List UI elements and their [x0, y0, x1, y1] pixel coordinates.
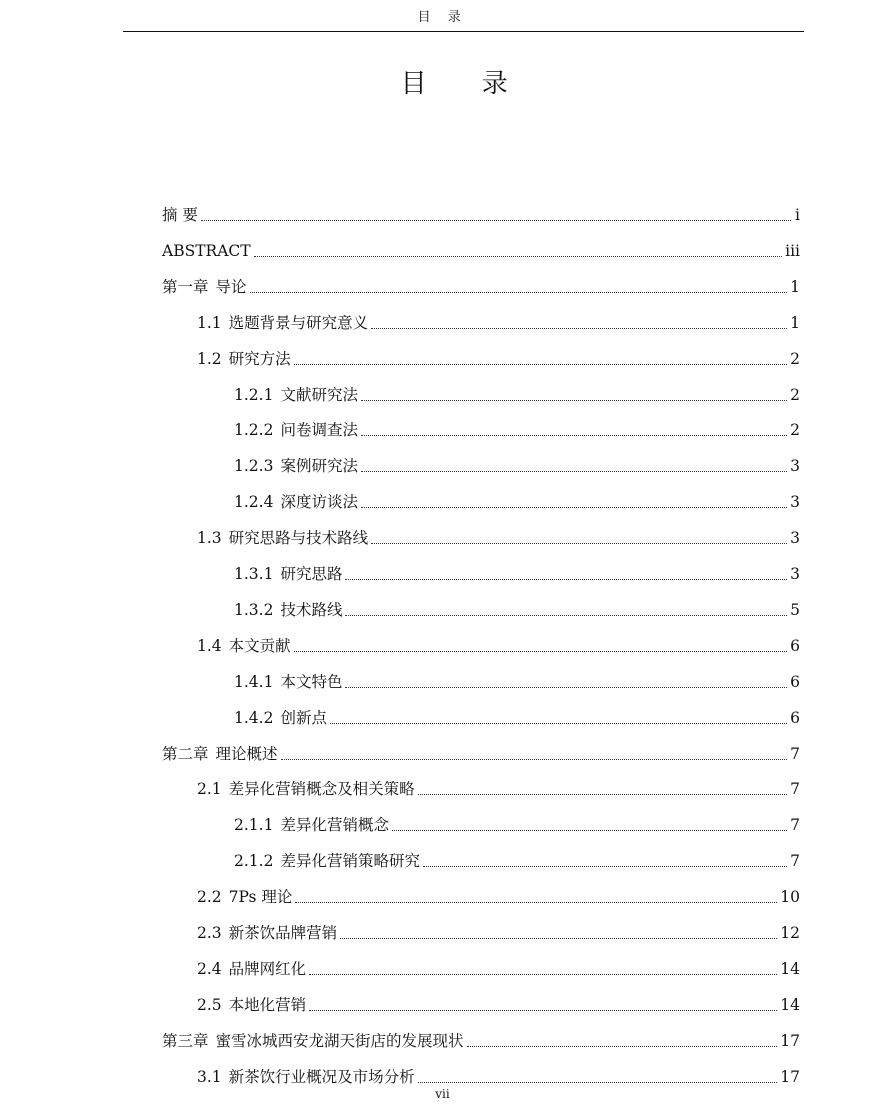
toc-entry-title: 创新点 [280, 708, 327, 727]
toc-entry-page: 7 [790, 744, 800, 763]
toc-entry-number: 1.2 [197, 349, 222, 368]
toc-entry-number: 1.4 [197, 636, 222, 655]
toc-entry-title: 差异化营销概念 [280, 816, 389, 835]
toc-entry-page: 7 [790, 780, 800, 799]
toc-entry-title: 研究方法 [228, 349, 291, 368]
toc-entry-number: 2.1.2 [234, 852, 274, 871]
toc-entry-title: 本地化营销 [228, 995, 307, 1014]
toc-entry-title: 理论概述 [215, 744, 278, 763]
toc-entry-number: 第一章 [162, 277, 209, 296]
toc-entry-title: 研究思路与技术路线 [228, 529, 369, 548]
toc-entry-title: 选题背景与研究意义 [228, 313, 369, 332]
toc-entry-page: 3 [790, 529, 800, 548]
toc-entry[interactable] [197, 918, 800, 942]
toc-entry-label [234, 816, 389, 834]
dot-leader [294, 651, 787, 652]
toc-entry-title: 新茶饮品牌营销 [228, 924, 338, 942]
dot-leader [309, 974, 777, 975]
toc-entry-title: 本文贡献 [228, 636, 291, 655]
toc-entry[interactable] [197, 308, 800, 332]
toc-entry-label [162, 242, 251, 260]
toc-entry-number: 2.4 [197, 959, 222, 978]
toc-entry-number: 1.3 [197, 529, 222, 548]
toc-entry[interactable] [234, 667, 800, 691]
dot-leader [418, 1082, 778, 1083]
dot-leader [340, 938, 777, 939]
toc-entry-page: 5 [790, 600, 800, 619]
toc-entry-page: 10 [780, 888, 800, 907]
toc-entry[interactable] [234, 703, 800, 727]
dot-leader [345, 615, 787, 616]
toc-entry-label [197, 1068, 415, 1086]
toc-entry-number: 3.1 [197, 1067, 222, 1086]
toc-entry-number: 第二章 [162, 744, 209, 763]
toc-entry-page: 6 [790, 636, 800, 655]
toc-entry-number: 1.4.2 [234, 708, 274, 727]
toc-entry-title: ABSTRACT [162, 241, 251, 260]
toc-entry[interactable] [197, 1062, 800, 1086]
dot-leader [254, 256, 783, 257]
toc-entry-label [197, 960, 306, 978]
toc-entry-title: 技术路线 [280, 600, 343, 619]
toc-entry-label [197, 888, 292, 906]
toc-entry-number: 1.2.4 [234, 493, 274, 512]
dot-leader [361, 435, 787, 436]
toc-entry[interactable] [234, 380, 800, 404]
dot-leader [371, 543, 787, 544]
toc-entry[interactable] [234, 810, 800, 834]
toc-entry-page: 6 [790, 708, 800, 727]
toc-entry-page: i [795, 206, 800, 224]
dot-leader [330, 723, 787, 724]
toc-entry-page: 3 [790, 493, 800, 512]
toc-entry[interactable] [197, 344, 800, 368]
toc-entry-title: 案例研究法 [280, 457, 358, 476]
toc-entry-page: 7 [790, 852, 800, 871]
toc-entry-label [197, 529, 368, 547]
toc-entry[interactable] [197, 882, 800, 906]
toc-entry-title: 导论 [215, 277, 247, 296]
toc-entry-title: 蜜雪冰城西安龙湖天街店的发展现状 [215, 1031, 464, 1050]
toc-entry-title: 新茶饮行业概况及市场分析 [228, 1067, 415, 1086]
toc-entry-label [234, 601, 342, 619]
toc-entry[interactable] [197, 523, 800, 547]
toc-entry-label [197, 314, 368, 332]
toc-entry-title: 差异化营销概念及相关策略 [228, 780, 415, 799]
toc-entry-number: 第三章 [162, 1031, 209, 1050]
toc-entry-page: 14 [780, 995, 800, 1014]
dot-leader [294, 364, 787, 365]
dot-leader [361, 400, 787, 401]
toc-entry-label [234, 386, 358, 404]
toc-entry-title: 问卷调查法 [280, 421, 358, 440]
toc-entry[interactable] [162, 272, 800, 296]
toc-entry[interactable] [234, 559, 800, 583]
toc-entry-label [234, 852, 420, 870]
dot-leader [361, 471, 787, 472]
toc-entry-page: 3 [790, 565, 800, 583]
toc-entry-title: 本文特色 [280, 672, 343, 691]
toc-entry-label [197, 996, 306, 1014]
toc-entry-label [162, 206, 198, 224]
dot-leader [467, 1046, 778, 1047]
toc-entry-title: 研究思路 [280, 565, 343, 583]
toc-entry-label [234, 421, 358, 439]
toc-entry[interactable] [234, 846, 800, 870]
dot-leader [423, 866, 787, 867]
toc-entry[interactable] [234, 415, 800, 439]
toc-entry-label [234, 457, 358, 475]
toc-entry-label [234, 709, 327, 727]
toc-entry-number: 2.3 [197, 924, 222, 942]
toc-entry-title: 差异化营销策略研究 [280, 852, 420, 871]
toc-entry-number: 1.2.2 [234, 421, 274, 440]
toc-entry[interactable] [234, 595, 800, 619]
toc-entry-number: 2.1 [197, 780, 222, 799]
page-number: vii [435, 1087, 450, 1101]
toc-entry-number: 1.4.1 [234, 672, 274, 691]
dot-leader [295, 902, 777, 903]
toc-entry-label [234, 493, 358, 511]
toc-entry-page: 6 [790, 672, 800, 691]
toc-entry-number: 1.2.3 [234, 457, 274, 476]
toc-entry[interactable] [197, 954, 800, 978]
toc-entry[interactable] [162, 1026, 800, 1050]
header-rule [123, 31, 804, 32]
toc-entry-page: 2 [790, 385, 800, 404]
dot-leader [309, 1010, 777, 1011]
toc-entry-label [162, 278, 247, 296]
toc-entry-label [197, 780, 415, 798]
toc-entry-page: 17 [780, 1067, 800, 1086]
dot-leader [345, 687, 787, 688]
toc-entry[interactable] [162, 236, 800, 260]
dot-leader [250, 292, 788, 293]
toc-entry-page: 12 [780, 924, 800, 942]
toc-entry-page: 2 [790, 421, 800, 440]
running-header: 目 录 [417, 10, 468, 25]
toc-entry-label [162, 745, 278, 763]
toc-entry-number: 2.2 [197, 888, 222, 907]
toc-entry-page: 1 [790, 277, 800, 296]
toc-entry[interactable] [197, 990, 800, 1014]
toc-entry[interactable] [234, 487, 800, 511]
toc-entry-page: 1 [790, 313, 800, 332]
toc-entry[interactable] [162, 739, 800, 763]
toc-entry-label [234, 565, 342, 583]
toc-entry-label [197, 350, 291, 368]
dot-leader [371, 328, 787, 329]
toc-entry-title: 文献研究法 [280, 385, 358, 404]
toc-entry-number: 1.2.1 [234, 385, 274, 404]
dot-leader [392, 830, 787, 831]
dot-leader [281, 759, 788, 760]
dot-leader [201, 220, 791, 221]
toc-entry-page: 14 [780, 959, 800, 978]
toc-entry-title: 深度访谈法 [280, 493, 358, 512]
page-title: 目 录 [400, 69, 532, 99]
toc-entry-page: 3 [790, 457, 800, 476]
toc-entry-page: 2 [790, 349, 800, 368]
toc-entry-label [197, 637, 291, 655]
toc-entry-number: 1.1 [197, 313, 222, 332]
toc-entry[interactable] [197, 774, 800, 798]
toc-entry-label [197, 924, 337, 942]
toc-entry[interactable] [234, 451, 800, 475]
toc-entry-page: 7 [790, 816, 800, 835]
toc-entry-number: 2.1.1 [234, 816, 274, 835]
toc-entry-title: 摘 要 [162, 206, 198, 224]
dot-leader [345, 579, 787, 580]
toc-entry[interactable] [162, 200, 800, 224]
toc-entry-label [162, 1032, 464, 1050]
dot-leader [361, 507, 787, 508]
toc-entry-number: 2.5 [197, 995, 222, 1014]
toc-entry-title: 7Ps 理论 [228, 888, 293, 907]
toc-entry-number: 1.3.1 [234, 565, 274, 583]
toc-entry-page: iii [785, 241, 800, 260]
toc-entry-number: 1.3.2 [234, 600, 274, 619]
toc-entry-title: 品牌网红化 [228, 959, 307, 978]
toc-entry-label [234, 673, 342, 691]
toc-entry[interactable] [197, 631, 800, 655]
toc-entry-page: 17 [780, 1031, 800, 1050]
dot-leader [418, 794, 787, 795]
